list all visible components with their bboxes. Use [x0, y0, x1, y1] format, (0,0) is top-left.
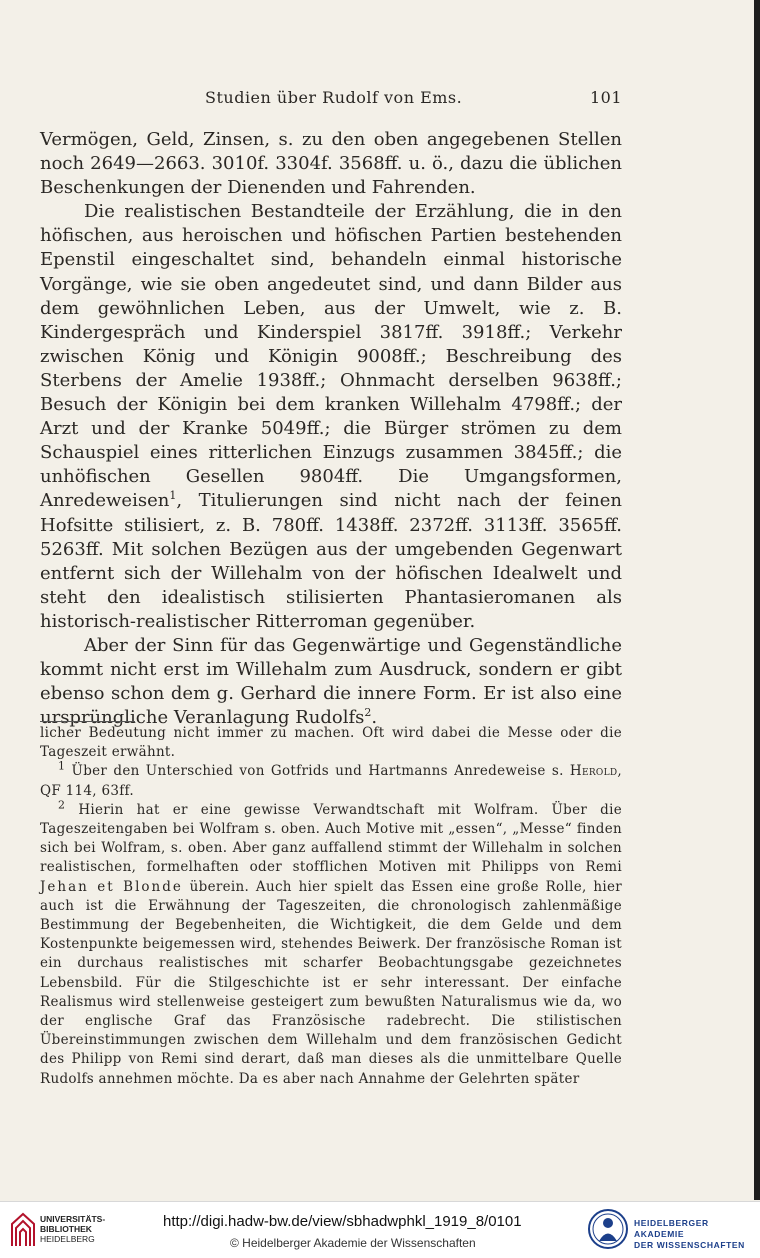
footnote-2 — [40, 798, 623, 1089]
permalink-url[interactable]: http://digi.hadw-bw.de/view/sbhadwphkl_1919_8/0101 — [163, 1213, 522, 1230]
paragraph-1: Vermögen, Geld, Zinsen, s. zu den oben angegebenen Stellen noch 2649—2663. 3010f. 3304f. 3568ff. u. ö., dazu die üblichen Beschenkungen der Dienenden und Fahrenden. — [40, 129, 622, 199]
footnote-ref-1[interactable]: 1 — [169, 489, 177, 503]
academy-name-line-1: HEIDELBERGER AKADEMIE — [634, 1218, 709, 1239]
footnote-divider — [40, 721, 135, 722]
academy-seal-icon[interactable] — [588, 1208, 628, 1250]
running-title: Studien über Rudolf von Ems. — [205, 88, 463, 107]
footnote-1-number: 1 — [58, 759, 66, 773]
academy-name — [634, 1218, 760, 1251]
paragraph-2-part-a: Die realistischen Bestandteile der Erzählung, die in den höfischen, aus heroischen und höfischen Partien bestehenden Epenstil eingeschaltet sind, behandeln einmal historische Vorgänge, wie sie oben angedeutet sind, und dann Bilder aus dem gewöhnlichen Leben, aus der Umwelt, wie z. B. Kindergespräch und Kinderspiel 3817ff. 3918ff.; Verkehr zwischen König und Königin 9008ff.; Beschreibung des Sterbens der Amelie 1938ff.; Ohnmacht derselben 9638ff.; Besuch der Königin bei dem kranken Willehalm 4798ff.; der Arzt und der Kranke 5049ff.; die Bürger strömen zu dem Schauspiel eines ritterlichen Einzugs zusammen 3845ff.; die unhöfischen Gesellen 9804ff. Die Umgangsformen, Anredeweisen — [40, 201, 622, 512]
paragraph-2-part-b: , Titulierungen sind nicht nach der feinen Hofsitte stilisiert, z. B. 780ff. 1438ff. 2372ff. 3113ff. 3565ff. 5263ff. Mit solchen Bezügen aus der umgebenden Gegenwart entfernt sich der Willehalm von der höfischen Idealwelt und steht den idealistisch stilisierten Phantasieromanen als historisch-realistischer Ritterroman gegenüber. — [40, 490, 622, 632]
copyright-notice: © Heidelberger Akademie der Wissenschaften — [230, 1236, 476, 1250]
footnote-2-text-b: überein. Auch hier spielt das Essen eine große Rolle, hier auch ist die Erwähnung der Tageszeiten, die chronologisch zahlenmäßige Bestimmung der Begebenheiten, die Wichtigkeit, die dem Gelde und dem Kostenpunkte beigemessen wird, stehendes Beiwerk. Der französische Roman ist ein durchaus realistisches mit scharfer Beobachtungsgabe gezeichnetes Lebensbild. Für die Stilgeschichte ist er sehr interessant. Der einfache Realismus wird stellenweise gesteigert zum bewußten Naturalismus wie da, wo der englische Graf das Französische radebrecht. Die stilistischen Übereinstimmungen zwischen dem Willehalm und dem französischen Gedicht des Philipp von Remi sind derart, daß man dieses als die unmittelbare Quelle Rudolfs annehmen möchte. Da es aber nach Annahme der Gelehrten später — [40, 878, 623, 1087]
paragraph-2 — [40, 200, 622, 634]
academy-name-line-2: DER WISSENSCHAFTEN — [634, 1240, 745, 1250]
page-number: 101 — [589, 88, 622, 107]
scan-page-edge — [754, 0, 760, 1200]
footnote-1 — [40, 759, 622, 800]
library-name-line-1: UNIVERSITÄTS- — [40, 1214, 106, 1224]
footnote-1-author: Herold — [569, 763, 618, 780]
university-library-name — [40, 1214, 105, 1244]
footnote-2-number: 2 — [58, 798, 66, 812]
paragraph-3 — [40, 634, 622, 730]
university-library-logo-icon[interactable] — [10, 1212, 36, 1248]
main-text — [40, 128, 622, 730]
paragraph-3-text: Aber der Sinn für das Gegenwärtige und Gegenständliche kommt nicht erst im Willehalm zum Ausdruck, sondern er gibt ebenso schon dem g. Gerhard die innere Form. Er ist also eine ursprüngliche Veranlagung Rudolfs — [40, 634, 622, 729]
viewer-footer — [0, 1201, 760, 1258]
footnote-1-text-a: Über den Unterschied von Gotfrids und Hartmanns Anredeweise s. — [65, 763, 570, 780]
footnote-2-text-a: Hierin hat er eine gewisse Verwandtschaft mit Wolfram. Über die Tageszeitengaben bei Wolfram s. oben. Auch Motive mit „essen“, „Messe“ finden sich bei Wolfram, s. oben. Aber ganz auffallend stimmt der Willehalm in solchen realistischen, formelhaften oder stofflichen Motiven mit Philipps von Remi — [40, 801, 622, 876]
paragraph-3-end: . — [371, 707, 378, 729]
library-name-line-3: HEIDELBERG — [40, 1234, 95, 1244]
footnote-1-text-b: , QF 114, 63ff. — [40, 763, 622, 799]
footnotes — [40, 724, 622, 1089]
library-name-line-2: BIBLIOTHEK — [40, 1224, 92, 1234]
footnote-continuation: licher Bedeutung nicht immer zu machen. Oft wird dabei die Messe oder die Tageszeit erwähnt. — [40, 725, 622, 761]
running-header — [40, 88, 622, 112]
footnote-ref-2[interactable]: 2 — [364, 706, 372, 720]
footnote-2-work-title: Jehan et Blonde — [40, 878, 183, 895]
